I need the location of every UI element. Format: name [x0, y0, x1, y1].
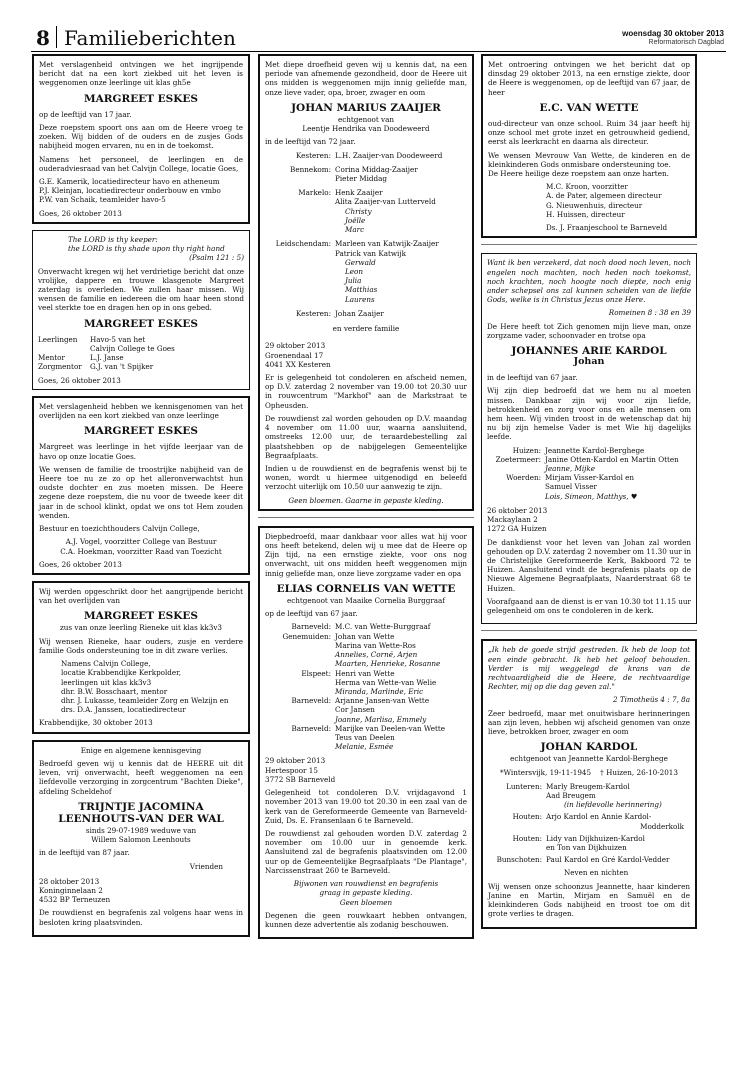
notice-text: Wij wensen onze schoonzus Jeannette, haar kinderen Janine en Martin, Mirjam en Samuël en de kleinkinderen Gods nabijheid en troost toe om dit grote verlies te dragen.: [488, 881, 690, 919]
deceased-name: MARGREET ESKES: [84, 92, 198, 105]
separator: [258, 517, 474, 518]
family-row: Genemuiden: Johan van Wette: [282, 631, 395, 641]
family-row: Melanie, Esmée: [335, 742, 394, 752]
verse-reference: Romeinen 8 : 38 en 39: [608, 308, 691, 318]
family-row: Aad Breugem: [546, 791, 596, 801]
family-row: Cor Jansen: [335, 705, 375, 715]
verse-reference: 2 Timotheüs 4 : 7, 8a: [612, 695, 690, 705]
signature: dhr. J. Lukasse, teamleider Zorg en Welzijn en: [61, 695, 229, 705]
signature: H. Huissen, directeur: [546, 209, 625, 219]
notice-intro: De Here heeft tot Zich genomen mijn lieve man, onze zorgzame vader, schoonvader en trotse opa: [487, 321, 691, 340]
family-row: Gerwald: [345, 257, 376, 267]
birth-death-dates: *Wintersvijk, 19-11-1945 † Huizen, 26-10-2013: [500, 767, 678, 777]
subtitle: echtgenoot van Jeannette Kardol-Berghege: [510, 754, 668, 764]
deceased-name: MARGREET ESKES: [84, 425, 198, 438]
age-line: in de leeftijd van 72 jaar.: [265, 137, 356, 147]
address-line: 4532 BP Terneuzen: [39, 895, 111, 905]
footer-note: Geen bloemen. Gaarne in gepaste kleding.: [288, 495, 444, 505]
verse: „Ik heb de goede strijd gestreden. Ik heb de loop tot een einde gebracht. Ik heb het geloof behouden. Verder is mij weggelegd de krans van de rechtvaardigheid die de Heere, de rechtvaardige Rechter, mij op die dag geven zal.": [488, 645, 690, 692]
separator: [481, 630, 697, 631]
place-date: Goes, 26 oktober 2013: [39, 559, 122, 569]
notice-intro: Zeer bedroefd, maar met onuitwisbare herinneringen aan zijn leven, hebben wij afscheid genomen van onze lieve, betrokken broer, zwager en oom: [488, 708, 690, 737]
signature: Ds. J. Fraanjeschool te Barneveld: [546, 223, 668, 233]
column-2: [258, 54, 474, 945]
deceased-name: JOHAN MARIUS ZAAIJER: [291, 101, 441, 114]
notice-text: De Heere heilige deze roepstem aan onze harten.: [488, 169, 669, 179]
family-row: Barneveld: M.C. van Wette-Burggraaf: [291, 622, 431, 632]
verse-line: The LORD is thy keeper:: [68, 234, 158, 244]
notice-intro: Diepbedroefd, maar dankbaar voor alles wat hij voor ons heeft betekend, delen wij u mee dat de Heere op Zijn tijd, na een ernstige ziekte, voor ons nog onverwacht, uit ons midden heeft weggenomen mijn innig geliefde man, onze lieve zorgzame vader en opa: [265, 531, 467, 578]
address-line: Mackaylaan 2: [487, 515, 538, 525]
notice-heading: Enige en algemene kennisgeving: [80, 745, 202, 755]
address-line: 26 oktober 2013: [487, 505, 548, 515]
family-row: Neven en nichten: [564, 867, 629, 877]
signature: drs. D.A. Janssen, locatiedirecteur: [61, 705, 186, 715]
masthead: [0, 0, 738, 48]
family-row: Herma van Wette-van Welie: [335, 677, 437, 687]
subtitle: echtgenoot van Maaike Cornelia Burggraaf: [286, 595, 446, 605]
notice-text: De dankdienst voor het leven van Johan zal worden gehouden op D.V. zaterdag 2 november om 11.30 uur in de Christelijke Gereformeerde Kerk, Bakboord 72 te Huizen. Aansluitend vindt de begrafenis plaats op de Nieuwe Algemene Begraafplaats, Naarderstraat 68 te Huizen.: [487, 537, 691, 593]
family-row: Samuel Visser: [545, 482, 597, 492]
signature: P.J. Kleinjan, locatiedirecteur onderbouw en vmbo: [39, 186, 221, 196]
address-line: 3772 SB Barneveld: [265, 774, 336, 784]
family-row: (in liefdevolle herinnering): [564, 800, 662, 810]
footer-note: Bijwonen van rouwdienst en begrafenis graag in gepaste kleding.: [293, 879, 439, 898]
family-row: Julia: [345, 276, 362, 286]
nickname: Johan: [573, 356, 605, 368]
family-row: Markelo: Henk Zaaijer: [298, 188, 383, 198]
notice-text: De rouwdienst zal worden gehouden op D.V. maandag 4 november om 11.00 uur, waarna aansluitend, omstreeks 12.00 uur, de teraardebestelling zal plaatshebben op de nabijgelegen Gemeentelijke Begraafplaats.: [265, 413, 467, 460]
signature: G.E. Kamerik, locatiedirecteur havo en atheneum: [39, 177, 220, 187]
column-1: [32, 54, 250, 943]
family-line: en verdere familie: [332, 324, 400, 334]
address-line: Koninginnelaan 2: [39, 885, 103, 895]
family-row: Lois, Simeon, Matthys, ♥: [545, 491, 638, 501]
deceased-name: JOHAN KARDOL: [540, 741, 638, 754]
address-line: 29 oktober 2013: [265, 756, 326, 766]
family-row: Teus van Deelen: [335, 733, 395, 743]
notice-intro: Wij werden opgeschrikt door het aangrijpende bericht van het overlijden van: [39, 586, 243, 606]
place-date: Krabbendijke, 30 oktober 2013: [39, 718, 153, 728]
notice-intro: Met verslagenheid ontvingen we het ingrijpende bericht dat na een kort ziekbed uit het leven is weggenomen onze leerlinge uit klas gh5e: [39, 60, 243, 88]
notice-text: De rouwdienst zal gehouden worden D.V. zaterdag 2 november om 10.00 uur in genoemde kerk. Aansluitend zal de begrafenis plaatsvinden om 12.00 uur op de Gemeentelijke Begraafplaats "De Plantage", Narcissenstraat 260 te Barneveld.: [265, 829, 467, 875]
notice-eskes-sister: [32, 581, 250, 734]
verse-reference: (Psalm 121 : 5): [189, 253, 244, 263]
deceased-name: LEENHOUTS-VAN DER WAL: [58, 812, 224, 825]
place-date: Goes, 26 oktober 2013: [38, 375, 121, 385]
family-row: Huizen: Jeannette Kardol-Berghege: [512, 445, 645, 455]
notice-text: Gelegenheid tot condoleren D.V. vrijdagavond 1 november 2013 van 19.00 tot 20.30 in een zaal van de kerk van de Gereformeerde Gemeente van Barneveld-Zuid, Ds. E. Fransenlaan 6 te Barneveld.: [265, 788, 467, 825]
family-row: Woerden: Mirjam Visser-Kardol en: [506, 473, 635, 483]
family-row: Joëlle: [345, 215, 366, 225]
family-row: Barneveld: Marijke van Deelen-van Wette: [291, 723, 445, 733]
family-row: Miranda, Marlinde, Eric: [335, 686, 424, 696]
notice-eskes-staff: [32, 54, 250, 224]
address-line: 29 oktober 2013: [265, 341, 326, 351]
sender: Namens het personeel, de leerlingen en de ouderadviesraad van het Calvijn College, locatie Goes,: [39, 154, 243, 173]
divider: [56, 26, 57, 48]
verse-line: the LORD is thy shade upon thy right hand: [68, 244, 225, 254]
age-line: in de leeftijd van 87 jaar.: [39, 848, 130, 858]
separator: [481, 244, 697, 245]
signature: C.A. Hoekman, voorzitter Raad van Toezicht: [60, 546, 222, 556]
family-row: Alita Zaaijer-van Lutterveld: [335, 197, 436, 207]
verse: Want ik ben verzekerd, dat noch dood noch leven, noch engelen noch machten, noch heden noch toekomst, noch krachten, noch hoogte noch diepte, noch enig ander schepsel ons zal kunnen scheiden van de liefde Gods, welke is in Christus Jezus onze Here.: [487, 258, 691, 305]
family-row: Leidschendam: Marleen van Katwijk-Zaaijer: [275, 239, 439, 249]
notice-text: Er is gelegenheid tot condoleren en afscheid nemen, op D.V. zaterdag 2 november van 19.00 tot 20.30 uur in rouwcentrum "Markhof" aan de Markstraat te Opheusden.: [265, 372, 467, 410]
family-row: Bunschoten: Paul Kardol en Gré Kardol-Vedder: [496, 855, 670, 865]
notice-text: Voorafgaand aan de dienst is er van 10.30 tot 11.15 uur gelegenheid om ons te condoleren in de kerk.: [487, 596, 691, 616]
notice-text: Margreet was leerlinge in het vijfde leerjaar van de havo op onze locatie Goes.: [39, 442, 243, 461]
place-date: Goes, 26 oktober 2013: [39, 208, 122, 218]
notice-text: Onverwacht kregen wij het verdrietige bericht dat onze vrolijke, dappere en trouwe klasgenote Margreet zaterdag is overleden. We zullen haar missen. Wij wensen de familie en iedereen die om haar heen stond veel sterkte toe en dragen hen op in ons gebed.: [38, 266, 244, 313]
deceased-name: ELIAS CORNELIS VAN WETTE: [276, 582, 456, 595]
subtitle: Leentje Hendrika van Doodeweerd: [302, 124, 430, 134]
family-row: Bennekom: Corina Middag-Zaaijer: [290, 164, 418, 174]
sender: Bestuur en toezichthouders Calvijn College,: [39, 524, 200, 534]
address-line: Hertespoor 15: [265, 765, 318, 775]
family-row: Christy: [345, 206, 372, 216]
notice-text: Deze roepstem spoort ons aan om de Heere vroeg te zoeken. Wij bidden of de ouders en de zusjes Gods nabijheid mogen ervaren, nu en in de toekomst.: [39, 122, 243, 151]
notice-van-wette-school: [481, 54, 697, 238]
family-row: Houten: Lidy van Dijkhuizen-Kardol: [512, 833, 645, 843]
signature: Namens Calvijn College,: [61, 659, 151, 669]
family-row: Leon: [345, 267, 363, 276]
signature: A. de Pater, algemeen directeur: [546, 191, 662, 201]
subtitle: zus van onze leerling Rieneke uit klas kk3v3: [60, 623, 222, 633]
address-line: 1272 GA Huizen: [487, 524, 547, 534]
age-line: in de leeftijd van 67 jaar.: [487, 373, 578, 383]
address-line: Groenendaal 17: [265, 350, 324, 360]
subtitle: echtgenoot van: [337, 114, 395, 124]
family-row: Maarten, Henrieke, Rosanne: [335, 659, 441, 669]
paper-name: Reformatorisch Dagblad: [648, 39, 724, 46]
signer-row: Calvijn College te Goes: [90, 343, 175, 353]
age-line: op de leeftijd van 17 jaar.: [39, 109, 132, 119]
family-row: Joanne, Marlisa, Emmely: [335, 714, 427, 724]
family-row: Kesteren: L.H. Zaaijer-van Doodeweerd: [295, 150, 443, 160]
notice-intro: Met ontroering ontvingen we het bericht dat op dinsdag 29 oktober 2013, na een ernstige ziekte, door de Heere is weggenomen, op de leeftijd van 67 jaar, de heer: [488, 60, 690, 97]
address-line: 4041 XX Kesteren: [265, 359, 331, 369]
family-row: Zoetermeer: Janine Otten-Kardol en Martin Otten: [495, 454, 679, 464]
signature: leerlingen uit klas kk3v3: [61, 677, 152, 687]
family-row: Jeanne, Mijke: [545, 464, 595, 474]
notice-text: De rouwdienst en begrafenis zal volgens haar wens in besloten kring plaatsvinden.: [39, 908, 243, 927]
notice-text: Wij wensen Rieneke, haar ouders, zusje en verdere familie Gods ondersteuning toe in dit zware verlies.: [39, 636, 243, 655]
notice-eskes-class: [32, 230, 250, 390]
notice-text: We wensen de familie de troostrijke nabijheid van de Heere toe nu ze zo op het alleronverwachtst hun oudste dochter en zus moeten missen. De Heere zegene deze roepstem, die nu voor de tweede keer dit jaar in de school klinkt, opdat we ons tot Hem zouden wenden.: [39, 464, 243, 520]
notice-intro: Bedroefd geven wij u kennis dat de HEERE uit dit leven, vrij onverwacht, heeft weggenomen na een liefdevolle verzorging in zorgcentrum "Bachten Dieke", afdeling Scheldehof: [39, 758, 243, 796]
notice-intro: Met verslagenheid hebben we kennisgenomen van het overlijden na een kort ziekbed van onze leerlinge: [39, 401, 243, 421]
notice-van-wette-family: [258, 526, 474, 939]
subtitle: Willem Salomon Leenhouts: [91, 835, 191, 845]
signer-row: Mentor L.J. Janse: [38, 353, 124, 363]
notice-text: oud-directeur van onze school. Ruim 34 jaar heeft hij onze school met grote inzet en getrouwheid gediend, eerst als leerkracht en daarna als directeur.: [488, 118, 690, 147]
page-number: 8: [36, 26, 50, 50]
notice-kardol-relatives: [481, 639, 697, 928]
family-row: Kesteren: Johan Zaaijer: [295, 308, 384, 318]
family-row: en Ton van Dijkhuizen: [546, 843, 627, 853]
family-row: Marina van Wette-Ros: [335, 640, 416, 650]
deceased-name: MARGREET ESKES: [84, 610, 198, 623]
family-row: Patrick van Katwijk: [335, 248, 406, 258]
signature: M.C. Kroon, voorzitter: [546, 182, 628, 192]
notice-eskes-board: [32, 396, 250, 575]
signature: locatie Krabbendijke Kerkpolder,: [61, 668, 182, 678]
footer-note: Geen bloemen: [339, 897, 393, 907]
age-line: op de leeftijd van 67 jaar.: [265, 609, 358, 619]
deceased-name: MARGREET ESKES: [84, 317, 198, 330]
signer-row: Leerlingen Havo-5 van het: [38, 334, 146, 344]
notice-text: Degenen die geen rouwkaart hebben ontvangen, kunnen deze advertentie als zodanig beschouwen.: [265, 910, 467, 929]
signer-row: Zorgmentor G.J. van 't Spijker: [38, 362, 154, 372]
family-row: Lunteren: Marly Breugem-Kardol: [506, 781, 630, 791]
family-row: Houten: Arjo Kardol en Annie Kardol-: [512, 812, 652, 822]
family-row: Pieter Middag: [335, 174, 387, 184]
notice-kardol-family: [481, 253, 697, 624]
deceased-name: TRIJNTJE JACOMINA: [78, 800, 204, 813]
section-title: Familieberichten: [64, 26, 236, 50]
header-rule: [31, 51, 726, 52]
deceased-name: JOHANNES ARIE KARDOL: [511, 345, 667, 358]
family-row: Annelies, Corné, Arjen: [335, 650, 418, 660]
subtitle: sinds 29-07-1989 weduwe van: [85, 825, 197, 835]
family-row: Laurens: [345, 294, 375, 304]
family-row: Matthias: [345, 285, 378, 295]
notice-text: Wij zijn diep bedroefd dat we hem nu al moeten missen. Dankbaar zijn wij voor zijn liefde, betrokkenheid en zorg voor ons en alle mensen om hem heen. Wij vinden troost in de wetenschap dat hij nu bij zijn hemelse Vader is met Wie hij dagelijks leefde.: [487, 386, 691, 442]
issue-date: woensdag 30 oktober 2013: [622, 29, 724, 38]
address-line: 28 oktober 2013: [39, 876, 100, 886]
notice-leenhouts: [32, 740, 250, 937]
deceased-name: E.C. VAN WETTE: [539, 101, 639, 114]
signature: G. Nieuwenhuis, directeur: [546, 200, 643, 210]
notice-text: We wensen Mevrouw Van Wette, de kinderen en de kleinkinderen Gods onmisbare ondersteuning toe.: [488, 150, 690, 169]
signature: dhr. B.W. Bosschaart, mentor: [61, 686, 168, 696]
notice-text: Indien u de rouwdienst en de begrafenis wenst bij te wonen, wordt u hiermee uitgenodigd en beleefd verzocht uiterlijk om 10.50 uur aanwezig te zijn.: [265, 463, 467, 492]
family-row: Elspeet: Henri van Wette: [301, 668, 395, 678]
family-row: Marc: [345, 225, 365, 235]
column-3: [481, 54, 697, 935]
signature: P.W. van Schaik, teamleider havo-5: [39, 195, 166, 205]
signature: A.J. Vogel, voorzitter College van Bestuur: [65, 537, 217, 547]
family-row: Modderkolk: [640, 821, 684, 831]
family-row: Barneveld: Arjanne Jansen-van Wette: [291, 696, 430, 706]
notice-zaaijer: [258, 54, 474, 511]
signature: Vrienden: [189, 861, 223, 871]
notice-intro: Met diepe droefheid geven wij u kennis dat, na een periode van afnemende gezondheid, door de Heere uit ons midden is weggenomen mijn innig geliefde man, onze lieve vader, opa, broer, zwager en oom: [265, 60, 467, 97]
